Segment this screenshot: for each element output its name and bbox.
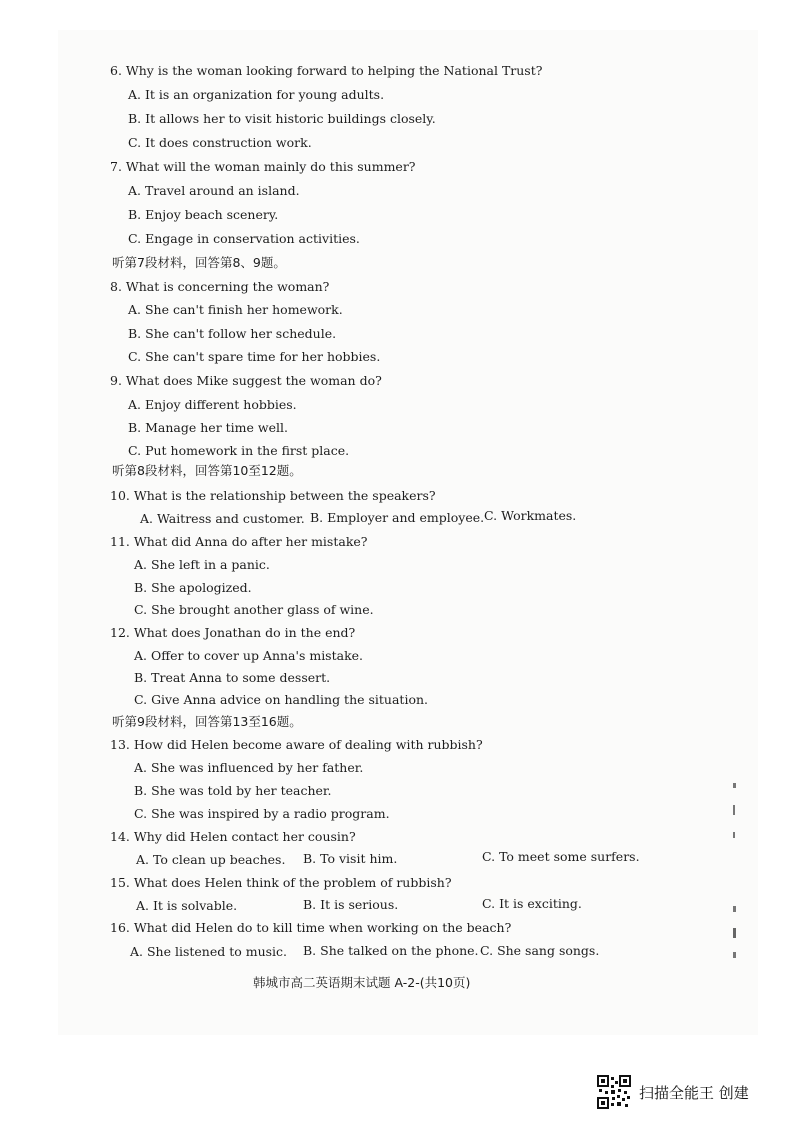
- question-14: 14. Why did Helen contact her cousin?: [110, 829, 356, 844]
- question-12-option-a: A. Offer to cover up Anna's mistake.: [134, 648, 364, 663]
- question-6-option-c: C. It does construction work.: [128, 135, 312, 150]
- question-16-option-a: A. She listened to music.: [130, 944, 288, 959]
- question-16-option-b: B. She talked on the phone.: [303, 943, 479, 958]
- question-6-option-a: A. It is an organization for young adults.: [128, 87, 385, 102]
- question-10: 10. What is the relationship between the speakers?: [110, 488, 436, 503]
- question-11-option-c: C. She brought another glass of wine.: [134, 602, 374, 617]
- question-8-option-a: A. She can't finish her homework.: [128, 302, 343, 317]
- question-13-option-b: B. She was told by her teacher.: [134, 783, 332, 798]
- question-15: 15. What does Helen think of the problem of rubbish?: [110, 875, 452, 890]
- question-8-option-c: C. She can't spare time for her hobbies.: [128, 349, 381, 364]
- question-6-option-b: B. It allows her to visit historic buildings closely.: [128, 111, 436, 126]
- question-13: 13. How did Helen become aware of dealing with rubbish?: [110, 737, 483, 752]
- question-15-option-b: B. It is serious.: [303, 897, 399, 912]
- question-12: 12. What does Jonathan do in the end?: [110, 625, 356, 640]
- question-7-option-a: A. Travel around an island.: [128, 183, 300, 198]
- question-14-option-a: A. To clean up beaches.: [136, 852, 286, 867]
- question-9-option-c: C. Put homework in the first place.: [128, 443, 350, 458]
- section-instruction-8: 听第8段材料，回答第10至12题。: [112, 463, 302, 478]
- question-9-option-b: B. Manage her time well.: [128, 420, 288, 435]
- scan-artifact: [733, 805, 735, 815]
- question-12-option-b: B. Treat Anna to some dessert.: [134, 670, 331, 685]
- section-instruction-7: 听第7段材料，回答第8、9题。: [112, 255, 286, 270]
- page-footer: 韩城市高二英语期末试题 A-2-(共10页): [253, 975, 471, 990]
- question-7-option-b: B. Enjoy beach scenery.: [128, 207, 279, 222]
- question-11-option-b: B. She apologized.: [134, 580, 252, 595]
- scan-artifact: [733, 783, 736, 788]
- question-15-option-a: A. It is solvable.: [136, 898, 238, 913]
- question-8-option-b: B. She can't follow her schedule.: [128, 326, 337, 341]
- scan-artifact: [733, 832, 735, 838]
- question-10-option-a: A. Waitress and customer.: [140, 511, 305, 526]
- scan-artifact: [733, 952, 736, 958]
- question-16-option-c: C. She sang songs.: [480, 943, 600, 958]
- question-13-option-c: C. She was inspired by a radio program.: [134, 806, 390, 821]
- question-7: 7. What will the woman mainly do this summer?: [110, 159, 416, 174]
- question-6: 6. Why is the woman looking forward to helping the National Trust?: [110, 63, 543, 78]
- scan-artifact: [733, 906, 736, 912]
- question-7-option-c: C. Engage in conservation activities.: [128, 231, 360, 246]
- scan-artifact: [733, 928, 736, 938]
- question-14-option-b: B. To visit him.: [303, 851, 398, 866]
- question-14-option-c: C. To meet some surfers.: [482, 849, 640, 864]
- question-8: 8. What is concerning the woman?: [110, 279, 330, 294]
- question-10-option-b: B. Employer and employee.: [310, 510, 485, 525]
- question-15-option-c: C. It is exciting.: [482, 896, 582, 911]
- scanner-watermark-label: 扫描全能王 创建: [639, 1084, 749, 1102]
- question-11: 11. What did Anna do after her mistake?: [110, 534, 368, 549]
- question-16: 16. What did Helen do to kill time when working on the beach?: [110, 920, 512, 935]
- question-12-option-c: C. Give Anna advice on handling the situation.: [134, 692, 429, 707]
- question-13-option-a: A. She was influenced by her father.: [134, 760, 364, 775]
- section-instruction-9: 听第9段材料，回答第13至16题。: [112, 714, 302, 729]
- question-11-option-a: A. She left in a panic.: [134, 557, 270, 572]
- question-10-option-c: C. Workmates.: [484, 508, 577, 523]
- question-9: 9. What does Mike suggest the woman do?: [110, 373, 382, 388]
- qr-code-icon: [597, 1075, 631, 1109]
- question-9-option-a: A. Enjoy different hobbies.: [128, 397, 297, 412]
